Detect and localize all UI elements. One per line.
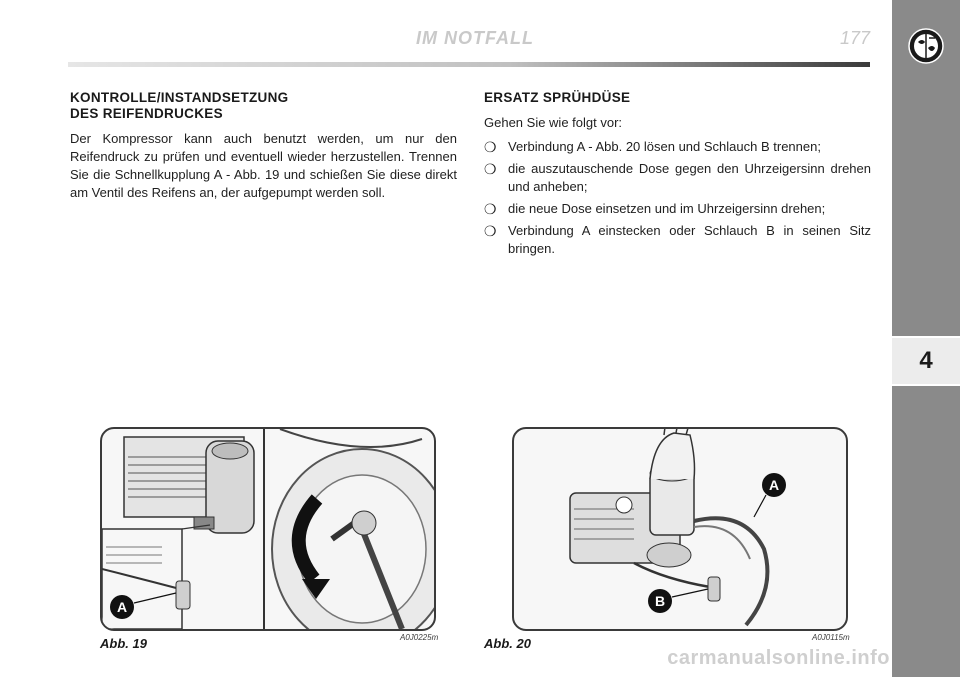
list-item-text: Verbindung A - Abb. 20 lösen und Schlauch B trennen; (508, 139, 821, 154)
left-column (70, 90, 457, 202)
section-title-tire-pressure (70, 90, 457, 122)
header-rule (68, 62, 870, 67)
figure-19-compressor-valve (100, 427, 436, 631)
figure-20-caption: Abb. 20 (484, 636, 531, 651)
bullet-circle-icon: ❍ (484, 201, 497, 217)
figure-20-sealant-canister (512, 427, 848, 631)
list-item-text: Verbindung A einstecken oder Schlauch B in seinen Sitz bringen. (508, 223, 871, 256)
list-item-text: die auszutauschende Dose gegen den Uhrzeigersinn drehen und anheben; (508, 161, 871, 194)
chapter-number-tab[interactable]: 4 (892, 338, 960, 384)
list-item (484, 222, 871, 258)
bullet-circle-icon: ❍ (484, 139, 497, 155)
label-a: A (116, 599, 128, 615)
list-item (484, 138, 871, 156)
bullet-circle-icon: ❍ (484, 223, 497, 239)
list-item-text: die neue Dose einsetzen und im Uhrzeigersinn drehen; (508, 201, 826, 216)
section-title-line-1: KONTROLLE/INSTANDSETZUNG (70, 90, 289, 105)
tab-top-block (892, 0, 960, 336)
sealant-canister-illustration (514, 429, 846, 629)
running-header-title: IM NOTFALL (416, 28, 534, 48)
chapter-tab-strip (892, 0, 960, 677)
bullet-circle-icon: ❍ (484, 161, 497, 177)
right-column (484, 90, 871, 262)
label-b: B (654, 593, 666, 609)
instruction-list (484, 138, 871, 258)
figure-19-caption: Abb. 19 (100, 636, 147, 651)
list-item (484, 160, 871, 196)
section-title-spray-nozzle: ERSATZ SPRÜHDÜSE (484, 90, 631, 105)
figure-19-code: A0J0225m (400, 633, 439, 642)
label-a: A (768, 477, 780, 493)
compressor-valve-illustration (102, 429, 434, 629)
section-title-line-2: DES REIFENDRUCKES (70, 106, 223, 121)
tab-bottom-block (892, 386, 960, 677)
instructions-intro: Gehen Sie wie folgt vor: (484, 115, 623, 130)
brand-logo-icon (908, 28, 944, 64)
watermark: carmanualsonline.info (667, 647, 890, 669)
figure-20-code: A0J0115m (812, 633, 850, 642)
page-number: 177 (839, 28, 870, 48)
list-item (484, 200, 871, 218)
tire-pressure-paragraph: Der Kompressor kann auch benutzt werden, um nur den Reifendruck zu prüfen und eventuell wieder herzustellen. Trennen Sie die Schnellkupplung A - Abb. 19 und schießen Sie diese direkt am Ventil des Reifens an, der aufgepumpt werden soll. (70, 131, 457, 200)
